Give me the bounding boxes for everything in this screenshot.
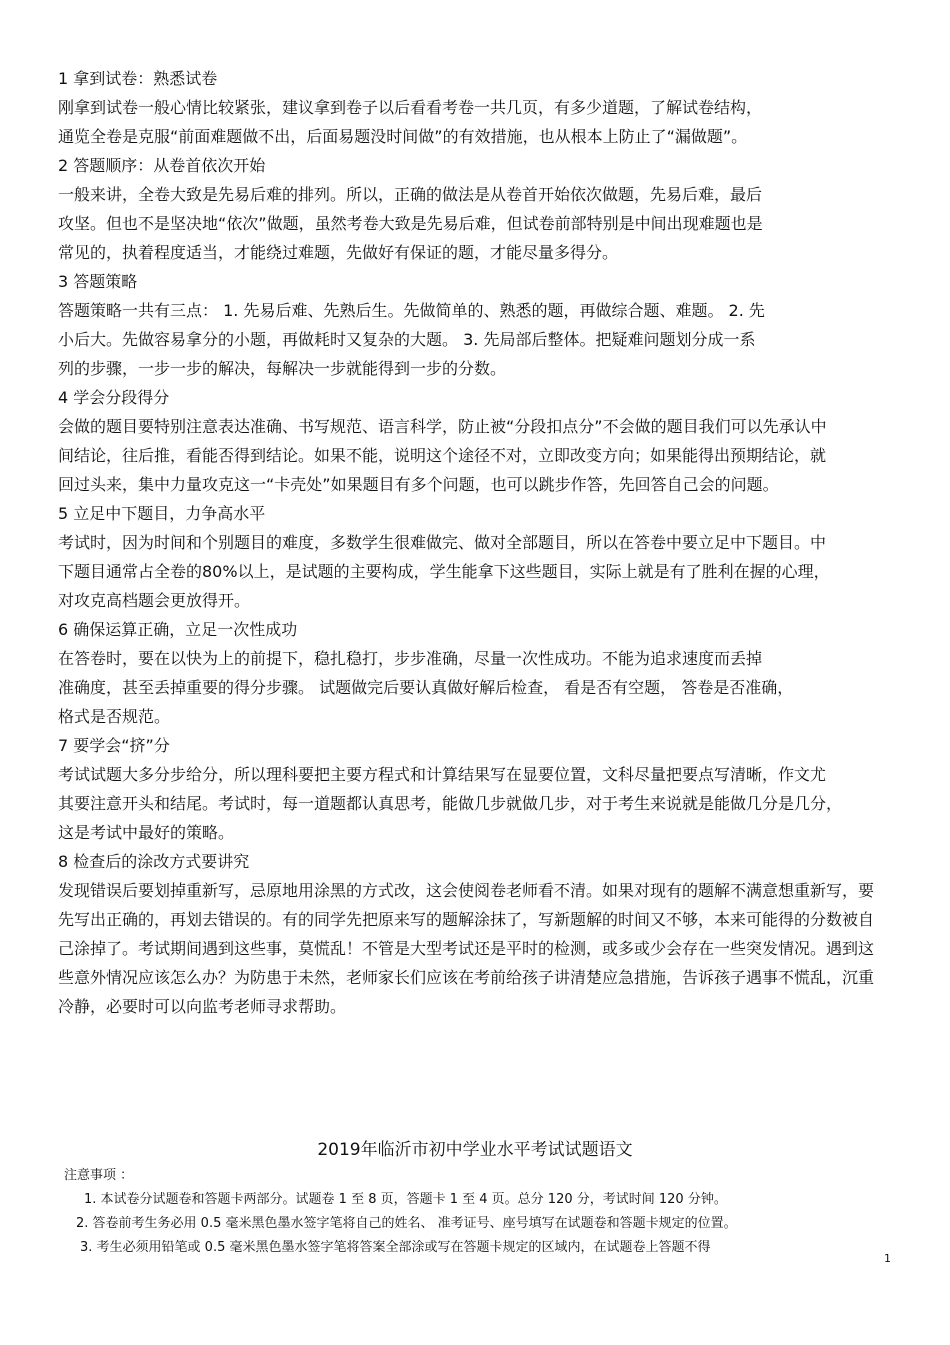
exam-header — [0, 1136, 950, 1260]
note-line: 1. 本试卷分试题卷和答题卡两部分。试题卷 1 至 8 页，答题卡 1 至 4 页。总分 120 分，考试时间 120 分钟。 — [84, 1192, 727, 1207]
paragraph-line: 对攻克高档题会更放得开。 — [58, 591, 251, 610]
section-heading: 4 学会分段得分 — [58, 388, 170, 407]
section-heading: 6 确保运算正确，立足一次性成功 — [58, 620, 298, 639]
paragraph-line: 冷静，必要时可以向监考老师寻求帮助。 — [58, 997, 347, 1016]
exam-title: 2019年临沂市初中学业水平考试试题语文 — [317, 1140, 633, 1160]
note-line: 3. 考生必须用铅笔或 0.5 毫米黑色墨水签字笔将答案全部涂或写在答题卡规定的区域内，在试题卷上答题不得 — [80, 1240, 711, 1255]
section-heading: 2 答题顺序：从卷首依次开始 — [58, 156, 266, 175]
section-heading: 5 立足中下题目，力争高水平 — [58, 504, 266, 523]
paragraph-line: 小后大。先做容易拿分的小题，再做耗时又复杂的大题。 3. 先局部后整体。把疑难问题划分成一系 — [58, 330, 756, 349]
paragraph-line: 常见的，执着程度适当，才能绕过难题，先做好有保证的题，才能尽量多得分。 — [58, 243, 619, 262]
tips-content — [58, 64, 920, 1021]
page-number: 1 — [884, 1252, 891, 1265]
notes-label: 注意事项 ： — [64, 1168, 134, 1183]
paragraph-line: 发现错误后要划掉重新写，忌原地用涂黑的方式改，这会使阅卷老师看不清。如果对现有的题解不满意想重新写，要 — [58, 881, 875, 900]
paragraph-line: 其要注意开头和结尾。考试时，每一道题都认真思考，能做几步就做几步，对于考生来说就是能做几分是几分， — [58, 794, 843, 813]
paragraph-line: 准确度，甚至丢掉重要的得分步骤。 试题做完后要认真做好解后检查， 看是否有空题， 答卷是否准确， — [58, 678, 794, 697]
paragraph-line: 先写出正确的，再划去错误的。有的同学先把原来写的题解涂抹了，写新题解的时间又不够，本来可能得的分数被自 — [58, 910, 875, 929]
paragraph-line: 一般来讲，全卷大致是先易后难的排列。所以，正确的做法是从卷首开始依次做题，先易后难，最后 — [58, 185, 763, 204]
paragraph-line: 下题目通常占全卷的80%以上，是试题的主要构成，学生能拿下这些题目，实际上就是有了胜利在握的心理， — [58, 562, 830, 581]
paragraph-line: 这是考试中最好的策略。 — [58, 823, 235, 842]
paragraph-line: 些意外情况应该怎么办？为防患于未然，老师家长们应该在考前给孩子讲清楚应急措施，告诉孩子遇事不慌乱，沉重 — [58, 968, 875, 987]
paragraph-line: 回过头来，集中力量攻克这一“卡壳处”如果题目有多个问题，也可以跳步作答，先回答自己会的问题。 — [58, 475, 779, 494]
section-heading: 3 答题策略 — [58, 272, 138, 291]
paragraph-line: 刚拿到试卷一般心情比较紧张，建议拿到卷子以后看看考卷一共几页，有多少道题，了解试卷结构， — [58, 98, 763, 117]
note-line: 2. 答卷前考生务必用 0.5 毫米黑色墨水签字笔将自己的姓名、 准考证号、座号填写在试题卷和答题卡规定的位置。 — [76, 1216, 737, 1231]
paragraph-line: 答题策略一共有三点： 1. 先易后难、先熟后生。先做简单的、熟悉的题，再做综合题、难题。 2. 先 — [58, 301, 765, 320]
section-heading: 8 检查后的涂改方式要讲究 — [58, 852, 250, 871]
section-heading: 7 要学会“挤”分 — [58, 736, 170, 755]
section-heading: 1 拿到试卷：熟悉试卷 — [58, 69, 218, 88]
paragraph-line: 考试时，因为时间和个别题目的难度，多数学生很难做完、做对全部题目，所以在答卷中要立足中下题目。中 — [58, 533, 827, 552]
paragraph-line: 考试试题大多分步给分，所以理科要把主要方程式和计算结果写在显要位置，文科尽量把要点写清晰，作文尤 — [58, 765, 827, 784]
paragraph-line: 间结论，往后推，看能否得到结论。如果不能，说明这个途径不对，立即改变方向；如果能得出预期结论，就 — [58, 446, 827, 465]
paragraph-line: 在答卷时，要在以快为上的前提下，稳扎稳打，步步准确，尽量一次性成功。不能为追求速度而丢掉 — [58, 649, 763, 668]
paragraph-line: 通览全卷是克服“前面难题做不出，后面易题没时间做”的有效措施，也从根本上防止了“漏做题”。 — [58, 127, 748, 146]
paragraph-line: 格式是否规范。 — [58, 707, 171, 726]
paragraph-line: 己涂掉了。考试期间遇到这些事，莫慌乱！不管是大型考试还是平时的检测，或多或少会存在一些突发情况。遇到这 — [58, 939, 875, 958]
paragraph-line: 列的步骤，一步一步的解决，每解决一步就能得到一步的分数。 — [58, 359, 507, 378]
paragraph-line: 攻坚。但也不是坚决地“依次”做题，虽然考卷大致是先易后难，但试卷前部特别是中间出现难题也是 — [58, 214, 763, 233]
paragraph-line: 会做的题目要特别注意表达准确、书写规范、语言科学，防止被“分段扣点分”不会做的题目我们可以先承认中 — [58, 417, 827, 436]
